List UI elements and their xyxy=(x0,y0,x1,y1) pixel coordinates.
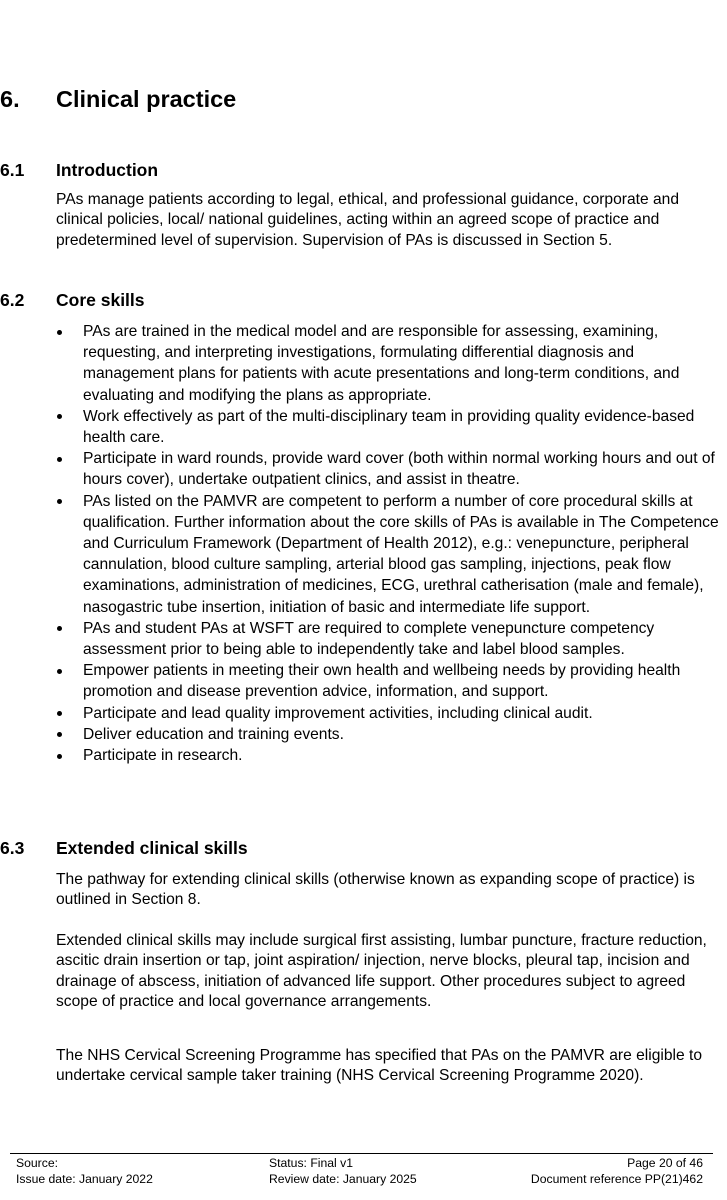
bullet-icon xyxy=(57,414,62,419)
bullet-icon xyxy=(57,669,62,674)
extended-paragraph-skills: Extended clinical skills may include surgical first assisting, lumbar puncture, fracture reduction, ascitic drain insertion or tap, joint aspiration/ injection, nerve blocks, pleural tap, incision and drainage of abscess, initiation of advanced life support. Other procedures subject to agreed scope of practice and local governance arrangements. xyxy=(56,932,707,1011)
list-item xyxy=(56,703,722,724)
bullet-icon xyxy=(57,711,62,716)
introduction-paragraph: PAs manage patients according to legal, ethical, and professional guidance, corporate and clinical policies, local/ national guidelines, acting within an agreed scope of practice and predetermined level of supervision. Supervision of PAs is discussed in Section 5. xyxy=(56,191,679,249)
bullet-icon xyxy=(57,499,62,504)
list-item-text: Participate in research. xyxy=(83,747,243,765)
subsection-title: Introduction xyxy=(56,160,159,180)
footer-divider xyxy=(10,1153,713,1154)
list-item xyxy=(56,660,722,702)
list-item xyxy=(56,448,722,490)
list-item-text: Deliver education and training events. xyxy=(83,725,344,743)
list-item xyxy=(56,491,722,618)
footer-page-number: Page 20 of 46 xyxy=(627,1156,703,1170)
footer-document-reference: Document reference PP(21)462 xyxy=(530,1172,703,1186)
list-item-text: Work effectively as part of the multi-disciplinary team in providing quality evidence-based health care. xyxy=(83,407,695,447)
bullet-icon xyxy=(57,330,62,335)
footer-status: Status: Final v1 xyxy=(269,1156,353,1170)
subsection-number: 6.3 xyxy=(0,838,25,858)
footer-issue-date: Issue date: January 2022 xyxy=(16,1172,153,1186)
core-skills-list xyxy=(56,321,722,766)
bullet-icon xyxy=(57,626,62,631)
footer-source: Source: xyxy=(16,1156,59,1170)
list-item-text: Empower patients in meeting their own health and wellbeing needs by providing health promotion and disease prevention advice, information, and support. xyxy=(83,662,681,701)
subsection-title: Core skills xyxy=(56,290,145,310)
list-item-text: Participate in ward rounds, provide ward cover (both within normal working hours and out of hours cover), undertake outpatient clinics, and assist in theatre. xyxy=(83,450,715,489)
list-item xyxy=(56,724,722,745)
bullet-icon xyxy=(57,732,62,737)
subsection-title: Extended clinical skills xyxy=(56,838,248,858)
footer-review-date: Review date: January 2025 xyxy=(269,1172,417,1186)
section-title: Clinical practice xyxy=(56,86,237,112)
list-item-text: PAs listed on the PAMVR are competent to perform a number of core procedural skills at qualification. Further information about the core skills of PAs is available in The Competence and Curriculum Framework (Department of Health 2012), e.g.: venepuncture, peripheral cannulation, blood culture sampling, arterial blood gas sampling, injections, peak flow examinations, administration of medicines, ECG, urethral catherisation (male and female), nasogastric tube insertion, initiation of basic and intermediate life support. xyxy=(83,492,719,616)
bullet-icon xyxy=(57,754,62,759)
subsection-number: 6.1 xyxy=(0,160,25,180)
list-item xyxy=(56,745,722,766)
list-item-text: PAs are trained in the medical model and are responsible for assessing, examining, requesting, and interpreting investigations, formulating differential diagnosis and management plans for patients with acute presentations and long-term conditions, and evaluating and modifying the plans as appropriate. xyxy=(83,323,680,404)
list-item-text: PAs and student PAs at WSFT are required to complete venepuncture competency assessment prior to being able to independently take and label blood samples. xyxy=(83,619,655,659)
list-item-text: Participate and lead quality improvement activities, including clinical audit. xyxy=(83,704,593,722)
list-item xyxy=(56,618,722,660)
subsection-number: 6.2 xyxy=(0,290,25,310)
list-item xyxy=(56,321,722,406)
extended-paragraph-pathway: The pathway for extending clinical skills (otherwise known as expanding scope of practice) is outlined in Section 8. xyxy=(56,871,695,909)
extended-paragraph-cervical-screening: The NHS Cervical Screening Programme has specified that PAs on the PAMVR are eligible to undertake cervical sample taker training (NHS Cervical Screening Programme 2020). xyxy=(56,1047,702,1085)
bullet-icon xyxy=(57,457,62,462)
section-number: 6. xyxy=(0,86,20,112)
list-item xyxy=(56,406,722,448)
